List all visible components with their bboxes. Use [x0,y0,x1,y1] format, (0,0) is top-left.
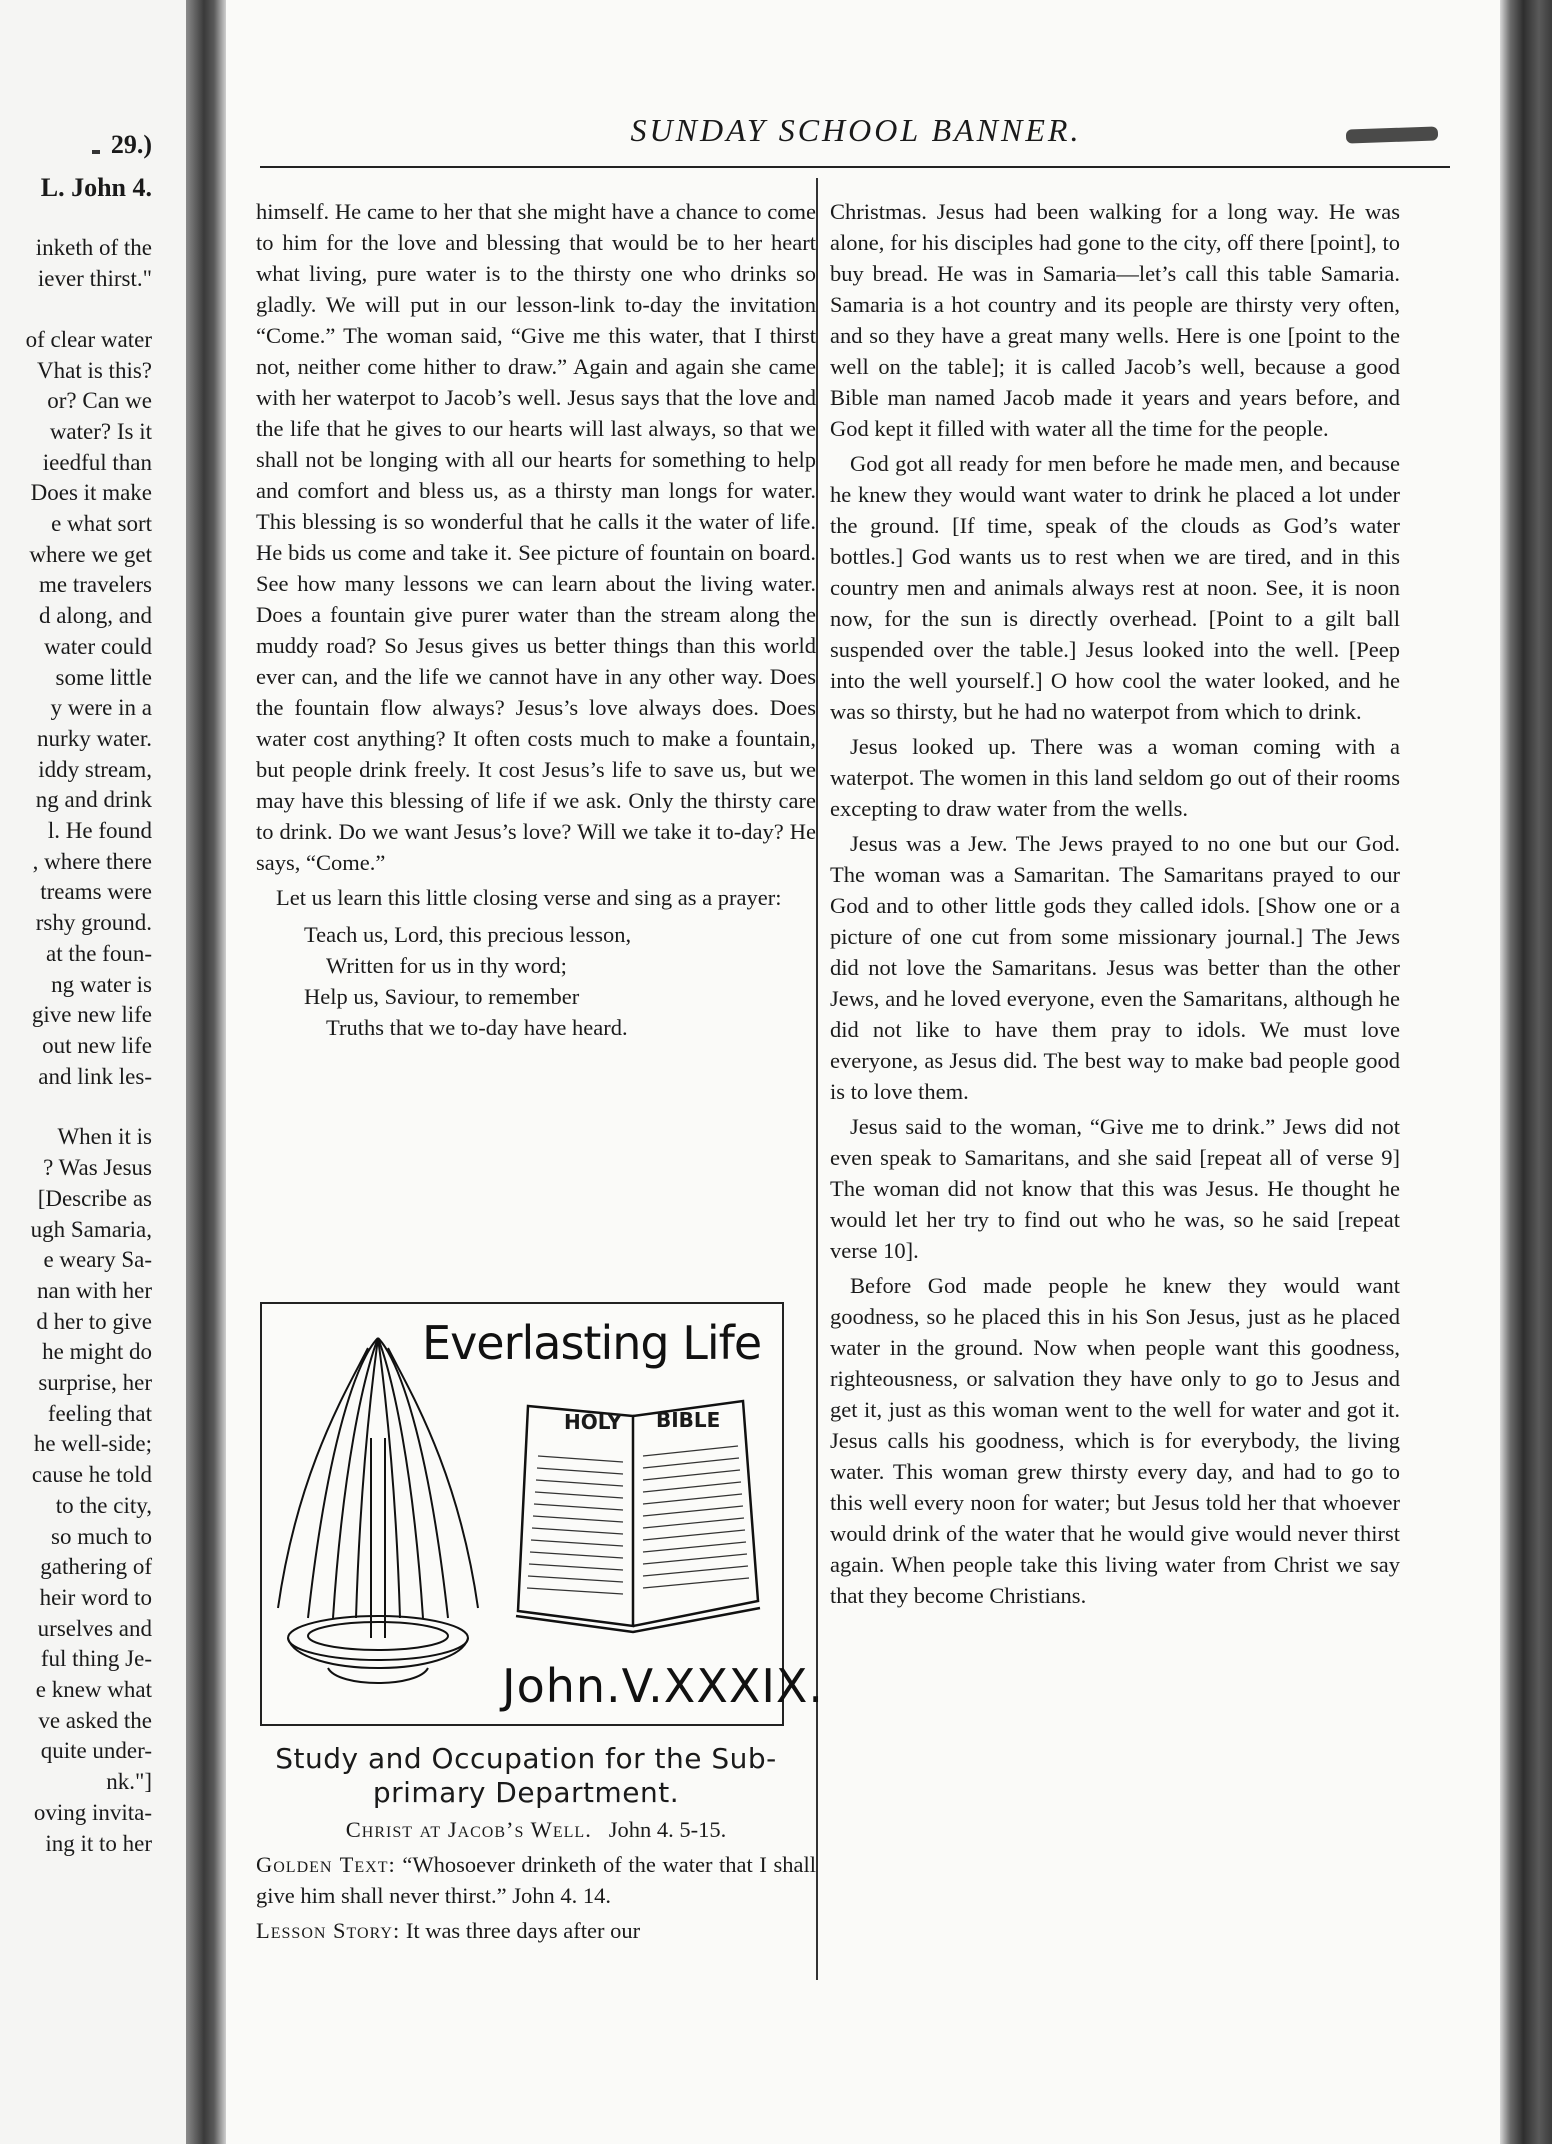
column-left [256,196,816,1053]
adjacent-text-line: Vhat is this? [37,357,152,383]
adjacent-text-line: where we get [29,541,152,567]
lesson-story-body: It was three days after our [405,1918,641,1943]
adjacent-page-left [0,0,190,2144]
adjacent-text-line: water? Is it [49,418,152,444]
verse-line: Truths that we to-day have heard. [326,1015,628,1040]
verse-line: Written for us in thy word; [326,953,567,978]
spacer [0,203,152,233]
adjacent-text-line: some little [55,664,152,690]
adjacent-text-line: ng water is [51,971,152,997]
adjacent-text-line: e knew what [35,1677,152,1703]
bible-label-bible: BIBLE [656,1408,721,1432]
adjacent-text-line: y were in a [50,695,152,721]
lesson-story [256,1915,816,1946]
paragraph: God got all ready for men before he made men, and because he knew they would want water to drink he placed a lot under the ground. [If time, speak of the clouds as God’s water bottles.] God wants us to rest when we are tired, and in this country men and animals always rest at noon. See, it is noon now, for the sun is directly overhead. [Point to a gilt ball suspended over the table.] Jesus looked into the well. [Peep into the well yourself.] O how cool the water looked, and he was so thirsty, but he had no waterpot from which to drink. [830,451,1400,724]
adjacent-text-line: ing it to her [45,1830,152,1856]
adjacent-text-line: nurky water. [37,725,152,751]
adjacent-text-line: at the foun- [45,940,152,966]
golden-text-body: “Whosoever drinketh of the water that I shall give him shall never thirst.” John 4. 14. [256,1852,816,1908]
adjacent-text-line: out new life [42,1032,152,1058]
adjacent-text-line: treams were [40,879,152,905]
section-heading-line: primary Department. [372,1776,680,1809]
adjacent-text-line: to the city, [55,1492,152,1518]
adjacent-text-line: e what sort [51,511,152,537]
adjacent-text-line: d along, and [38,603,152,629]
adjacent-text-line: quite under- [40,1738,152,1764]
verse-line: Help us, Saviour, to remember [304,984,580,1009]
header-rule [260,166,1450,168]
illustration-title: Everlasting Life [422,1316,762,1370]
page [226,0,1500,2144]
lesson-title: Christ at Jacob’s Well. [345,1817,592,1842]
fountain-icon [268,1318,488,1718]
golden-text-label: Golden Text: [256,1852,396,1877]
adjacent-text-line: so much to [51,1523,152,1549]
bible-label-holy: HOLY [564,1410,622,1434]
adjacent-text-line: ieedful than [42,449,152,475]
adjacent-text-line: urselves and [37,1615,152,1641]
section-heading-line: Study and Occupation for the Sub- [275,1742,777,1775]
adjacent-text-line: rshy ground. [35,910,152,936]
adjacent-text-line: of clear water [25,326,152,352]
adjacent-text-line: he well-side; [33,1431,152,1457]
adjacent-text-line: When it is [57,1124,152,1150]
lesson-title-line [256,1814,816,1845]
paragraph: Christmas. Jesus had been walking for a long way. He was alone, for his disciples had gone to the city, off there [point], to buy bread. He was in Samaria—let’s call this table Samaria. Samaria is a hot country and its people are thirsty very often, and so they have a great many wells. Here is one [point to the well on the table]; it is called Jacob’s well, because a good Bible man named Jacob made it years and years before, and God kept it filled with water all the time for the people. [830,199,1400,441]
paragraph: Before God made people he knew they would want goodness, so he placed this in his Son Jesus, just as he placed water in the ground. Now when people want this goodness, righteousness, or salvation they have only to go to Jesus and get it, just as this woman went to the well for water and got it. Jesus calls his goodness, which is for everybody, the living water. This woman grew thirsty every day, and had to go to this well every noon for water; but Jesus told her that whoever would drink of the water that he would give would never thirst again. When people take this living water from Christ we say that they become Christians. [830,1273,1400,1608]
paragraph: Jesus was a Jew. The Jews prayed to no one but our God. The woman was a Samaritan. The Samaritans prayed to our God and to other little gods they called idols. [Show one or a picture of one cut from some missionary journal.] The Jews did not love the Samaritans. Jesus was better than the other Jews, and he loved everyone, even the Samaritans, although he did not like to have them pray to idols. We must love everyone, as Jesus did. The best way to make bad people good is to love them. [830,831,1400,1104]
adjacent-text-line: , where there [32,848,152,874]
paragraph: Jesus said to the woman, “Give me to drink.” Jews did not even speak to Samaritans, and she said [repeat all of verse 9] The woman did not know that this was Jesus. He thought he would let her try to find out who he was, so he said [repeat verse 10]. [830,1114,1400,1263]
paragraph: Jesus looked up. There was a woman coming with a waterpot. The women in this land seldom go out of their rooms excepting to draw water from the wells. [830,734,1400,821]
book-gutter [186,0,226,2144]
adjacent-text-line: give new life [31,1002,152,1028]
adjacent-text-line: or? Can we [47,388,152,414]
spacer [0,161,152,173]
adjacent-text-line: me travelers [38,572,152,598]
adjacent-text-line: he might do [42,1339,152,1365]
running-head: SUNDAY SCHOOL BANNER. [630,112,1082,148]
adjacent-text-line: nk."] [106,1769,152,1795]
adjacent-text-line: iever thirst." [37,266,152,292]
adjacent-text-line: ugh Samaria, [30,1216,152,1242]
golden-text [256,1849,816,1911]
paragraph: himself. He came to her that she might have a chance to come to him for the love and blessing that would be to her heart what living, pure water is to the thirsty one who drinks so gladly. We will put in our lesson-link to-day the invitation “Come.” The woman said, “Give me this water, that I thirst not, neither come hither to draw.” Again and again she came with her waterpot to Jacob’s well. Jesus says that the love and the life that he gives to our hearts will last always, so that we shall not be longing with all our hearts for something to help and comfort and bless us, as a thirsty man longs for water. This blessing is so wonderful that he calls it the water of life. He bids us come and take it. See picture of fountain on board. See how many lessons we can learn about the living water. Does a fountain give purer water than the stream along the muddy road? So Jesus gives us better things than this world ever can, and the life we cannot have in any other way. Does the fountain flow always? Jesus’s love always does. Does water cost anything? It often costs much to make a fountain, but people drink freely. It cost Jesus’s life to save us, but we may have this blessing of life if we ask. Only the thirsty care to drink. Do we want Jesus’s love? Will we take it to-day? He says, “Come.” [256,199,816,875]
adjacent-text-line: ful thing Je- [40,1646,152,1672]
adjacent-text-line: water could [44,633,152,659]
adjacent-text-line: [Describe as [37,1185,152,1211]
paragraph: Let us learn this little closing verse and sing as a prayer: [276,885,782,910]
page-number-smudge [1346,126,1438,143]
column-right [830,196,1400,1615]
illustration-reference: John.V.XXXIX. [502,1659,825,1713]
adjacent-text-line [0,1092,152,1122]
adjacent-text-line: surprise, her [38,1370,152,1396]
adjacent-text-line: feeling that [47,1400,152,1426]
book-edge-right [1500,0,1552,2144]
adjacent-text-line: ng and drink [35,787,152,813]
adjacent-text-line: ve asked the [38,1707,152,1733]
adjacent-text-line: and link les- [38,1063,152,1089]
adjacent-text-line: inketh of the [35,235,152,261]
verse-line: Teach us, Lord, this precious lesson, [304,922,632,947]
adjacent-text-line: nan with her [37,1277,152,1303]
adjacent-text-line: l. He found [47,818,152,844]
adjacent-text-line: ? Was Jesus [43,1155,152,1181]
section-heading [246,1742,806,1810]
adjacent-text-line: iddy stream, [38,756,152,782]
adjacent-text-line: Does it make [30,480,152,506]
open-bible-icon [508,1396,768,1636]
adjacent-text-line [0,295,152,325]
lesson-story-label: Lesson Story: [256,1918,401,1943]
lesson-intro [256,1814,816,1950]
lesson-reference: John 4. 5-15. [608,1817,727,1842]
adjacent-page-text [0,130,152,1859]
adjacent-text-line: d her to give [36,1308,152,1334]
adjacent-text-line: oving invita- [33,1799,152,1825]
closing-verse [304,919,816,1043]
adjacent-text-line: cause he told [31,1462,152,1488]
adjacent-heading-line: 29.) [110,130,152,159]
adjacent-text-line: heir word to [39,1584,152,1610]
everlasting-life-illustration [260,1302,825,1726]
adjacent-heading-line: L. John 4. [40,172,152,202]
adjacent-text-line: e weary Sa- [43,1247,152,1273]
adjacent-text-line: gathering of [40,1554,152,1580]
